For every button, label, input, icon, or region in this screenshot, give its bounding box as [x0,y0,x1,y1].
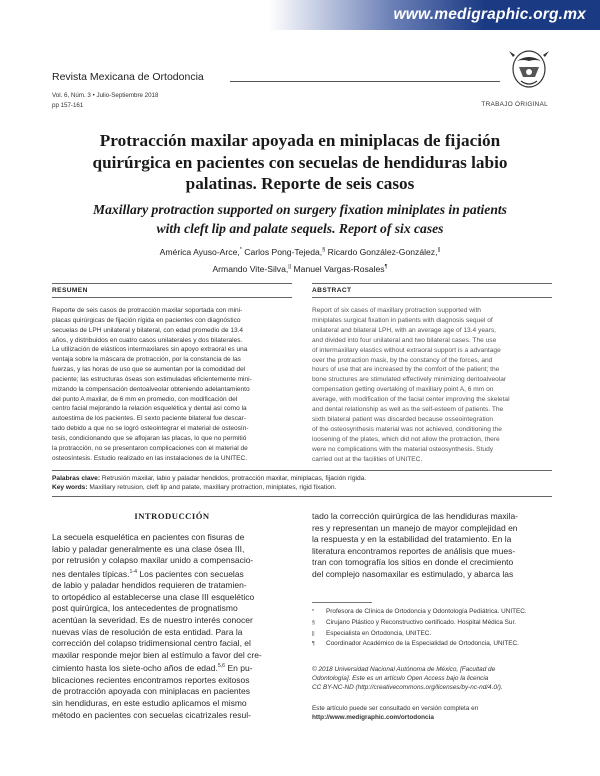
abstract-line: compensation getting overtaking of maxillary point A, 6 mm on [312,386,494,394]
footnote-text: Cirujano Plástico y Reconstructivo certificado. Hospital Médica Sur. [326,618,517,626]
intro-line: post quirúrgica, los antecedentes de prognatismo [52,603,238,614]
resumen-line: ventaja sobre la máscara de protracción, por la constancia de las [52,356,241,364]
author: Ricardo González-González, [327,246,438,257]
abstract-line: and dental relationship as well as the self-esteem of patients. The [312,406,504,414]
author: Armando Vite-Silva, [212,263,289,274]
intro-line: de protracción apoyada con miniplacas en pacientes [52,686,250,697]
footnote [312,630,552,639]
footnote [312,608,552,617]
issue-meta [52,91,158,111]
intro-line: corrección del colapso tridimensional centro facial, el [52,638,251,649]
intro-heading: INTRODUCCIÓN [134,511,210,521]
footnote-mark: § [312,619,315,626]
page-range: pp 157-161 [52,102,84,109]
footnote [312,619,552,628]
footnotes [312,608,552,651]
resumen-line: la protracción, no se presentaron complicaciones con el material de [52,444,248,452]
keywords-en-label: Key words: [52,484,88,491]
author-mark: || [288,263,292,270]
journal-name: Revista Mexicana de Ortodoncia [52,71,204,83]
intro-line: res y representan un manejo de mayor complejidad en [312,522,518,533]
title-es-line: palatinas. Reporte de seis casos [185,174,415,193]
title-en [60,201,540,238]
abstract-heading: ABSTRACT [312,287,352,294]
footnote-mark: * [312,609,314,615]
footnote-mark: || [312,630,315,637]
title-en-line: with cleft lip and palate sequels. Report of six cases [156,220,444,236]
volume: Vol. 6, Núm. 3 [52,92,91,99]
abstract-line: over the protraction mask, by the constancy of the forces, and [312,356,493,364]
intro-line: literatura encontramos reportes de análisis que mues- [312,545,516,556]
resumen-line: secuelas de LPH unilateral y bilateral, con edad promedio de 13.4 [52,326,244,334]
intro-line: maxilar responde mejor bien al estímulo a favor del cre- [52,649,262,660]
intro-line [52,661,292,674]
resumen-line: años, y distribuidos en cuatro casos unilaterales y dos bilaterales. [52,336,243,344]
intro-line: tado la corrección quirúrgica de las hendiduras maxila- [312,511,518,521]
abstract-rule [312,283,552,284]
intro-line: del complejo nasomaxilar es estimulado, y abarca las [312,568,514,579]
keywords-rule [52,470,552,471]
author: Manuel Vargas-Rosales [293,263,385,274]
resumen-text [52,306,292,464]
citation: 5,6 [217,663,226,670]
intro-line-text: En pu- [227,663,253,674]
abstract-line: were no complications with the material osteosynthesis. Study [312,445,494,453]
abstract-line: hours of use that are increased by the comfort of the patient; the [312,366,500,374]
resumen-line: del punto A maxilar, de 6 mm en promedio, con modificación del [52,395,238,403]
intro-left-column [52,532,292,721]
author-list [110,243,490,277]
resumen-line: placas quirúrgicas de fijación rígida en pacientes con diagnóstico [52,316,241,324]
abstract-line: unilateral and bilateral LPH, with an average age of 13.4 years, [312,326,497,334]
intro-right-column [312,511,552,581]
abstract-line: sixth bilateral patient was discarded because osseointegration [312,415,494,423]
keywords-rule [52,496,552,497]
footnote-text: Especialista en Ortodoncia, UNITEC. [326,629,432,637]
intro-line: blicaciones recientes encontramos reportes exitosos [52,674,250,685]
license-line: Odontología]. Este es un artículo Open Access bajo la licencia [312,675,489,682]
resumen-line: tesis, condicionando que se aflojaran las placas, lo que no permitió [52,434,247,442]
issue-date: Julio-Septiembre 2018 [96,92,159,99]
bullet: • [92,92,95,99]
author: Carlos Pong-Tejeda, [244,246,323,257]
keywords-en-text: Maxillary retrusion, cleft lip and palate, maxillary protraction, miniplates, rigid fixation. [89,484,337,491]
citation: 1-4 [129,568,137,575]
intro-line: nuevas vías de resolución de esta entidad. Para la [52,626,243,637]
title-en-line: Maxillary protraction supported on surgery fixation miniplates in patients [93,202,507,217]
consult-url[interactable] [312,713,552,722]
title-es [60,130,540,195]
resumen-line: autoestima de los pacientes. El sexto paciente bilateral fue descar- [52,415,246,423]
abstract-rule [312,297,552,298]
intro-line: to ortopédico al establecerse una clase III esquelético [52,591,255,602]
keywords-es-label: Palabras clave: [52,475,101,482]
author-mark: * [239,247,242,253]
footnote-text: Profesora de Clínica de Ortodoncia y Odontología Pediátrica. UNITEC. [326,608,527,615]
abstract-line: average, with modification of the facial center improving the skeletal [312,396,510,404]
resumen-heading: RESUMEN [52,287,88,294]
keywords-en [52,483,552,493]
intro-line-text: cimiento hasta los siete-ocho años de edad. [52,663,218,674]
footnote-rule [312,602,372,603]
intro-line: tran con tomografía los sitios en donde el crecimiento [312,557,514,568]
resumen-line: centro facial mejorando la relación esquelética y dental así como la [52,405,247,413]
intro-line: método en pacientes con secuelas cicatrizales resul- [52,709,251,720]
intro-line [52,567,292,580]
abstract-line: of intermaxillary elastics without extraoral support is a advantage [312,346,501,354]
footnote-mark: ¶ [312,641,315,648]
resumen-line: mizando la compensación dentoalveolar obteniendo adelantamiento [52,385,250,393]
resumen-line: tado debido a que no se logró osteointegrar el material de osteosín- [52,425,249,433]
author-mark: || [437,247,441,253]
resumen-line: paciente; las estructuras óseas son estimuladas eficientemente mini- [52,375,252,383]
abstract-line: carried out at the facilities of UNITEC. [312,455,423,463]
author: América Ayuso-Arce, [159,246,240,257]
license-link[interactable]: CC BY-NC-ND (http://creativecommons.org/licenses/by-nc-nd/4.0/). [312,684,503,691]
keywords-es-text: Retrusión maxilar, labio y paladar hendidos, protracción maxilar, miniplacas, fijación rígida. [101,475,367,482]
consult-line: Este artículo puede ser consultado en versión completa en [312,705,479,712]
abstract-text [312,306,552,465]
abstract-line: Report of six cases of maxillary protraction supported with [312,307,481,314]
unam-logo-icon [505,47,553,91]
footnote [312,640,552,649]
resumen-line: fuerzas, y las horas de uso que se aumentan por la comodidad del [52,366,246,374]
title-es-line: Protracción maxilar apoyada en miniplacas de fijación [99,131,501,150]
intro-line-text: nes dentales típicas. [52,568,130,579]
banner-url[interactable]: www.medigraphic.org.mx [393,6,586,23]
article-type: TRABAJO ORIGINAL [481,101,548,108]
intro-line: la respuesta y en la estabilidad del tratamiento. En la [312,534,512,545]
intro-line: por retrusión y colapso maxilar unido a compensacio- [52,555,254,566]
abstract-line: bone structures are stimulated effectively minimizing dentoalveolar [312,376,507,384]
resumen-line: Reporte de seis casos de protracción maxilar soportada con mini- [52,307,243,314]
intro-line: acentúan la severidad. Es de nuestro interés conocer [52,614,253,625]
intro-line: sin hendiduras, en este estudio aplicamos el mismo [52,697,247,708]
resumen-line: osteosíntesis. Estudio realizado en las instalaciones de la UNITEC. [52,454,248,462]
header-rule [230,81,500,82]
intro-line: La secuela esquelética en pacientes con fisuras de [52,532,245,542]
intro-line-text: Los pacientes con secuelas [139,568,244,579]
consult-url-text[interactable]: http://www.medigraphic.com/ortodoncia [312,714,434,721]
author-mark: § [322,247,326,253]
resumen-rule [52,283,292,284]
license-line: © 2018 Universidad Nacional Autónoma de México, [Facultad de [312,666,496,673]
abstract-line: and divided into four unilateral and two bilateral cases. The use [312,336,497,344]
title-es-line: quirúrgica en pacientes con secuelas de hendiduras labio [92,152,508,172]
consult-text [312,704,552,722]
abstract-line: loosening of the plates, which did not allow the protraction, there [312,435,500,443]
license-text [312,665,552,692]
intro-line: labio y paladar generalmente es una clase ósea III, [52,543,245,554]
resumen-line: La utilización de elásticos intermaxilares sin apoyo extraoral es una [52,346,248,354]
intro-line: de labio y paladar hendidos requieren de tratamien- [52,580,247,591]
abstract-line: of the osteosynthesis material was not achieved, conditioning the [312,425,502,433]
author-mark: ¶ [384,263,388,270]
footnote-text: Coordinador Académico de la Especialidad de Ortodoncia, UNITEC. [326,640,519,648]
abstract-line: miniplates surgical fixation in patients with diagnosis sequel of [312,316,493,324]
resumen-rule [52,297,292,298]
